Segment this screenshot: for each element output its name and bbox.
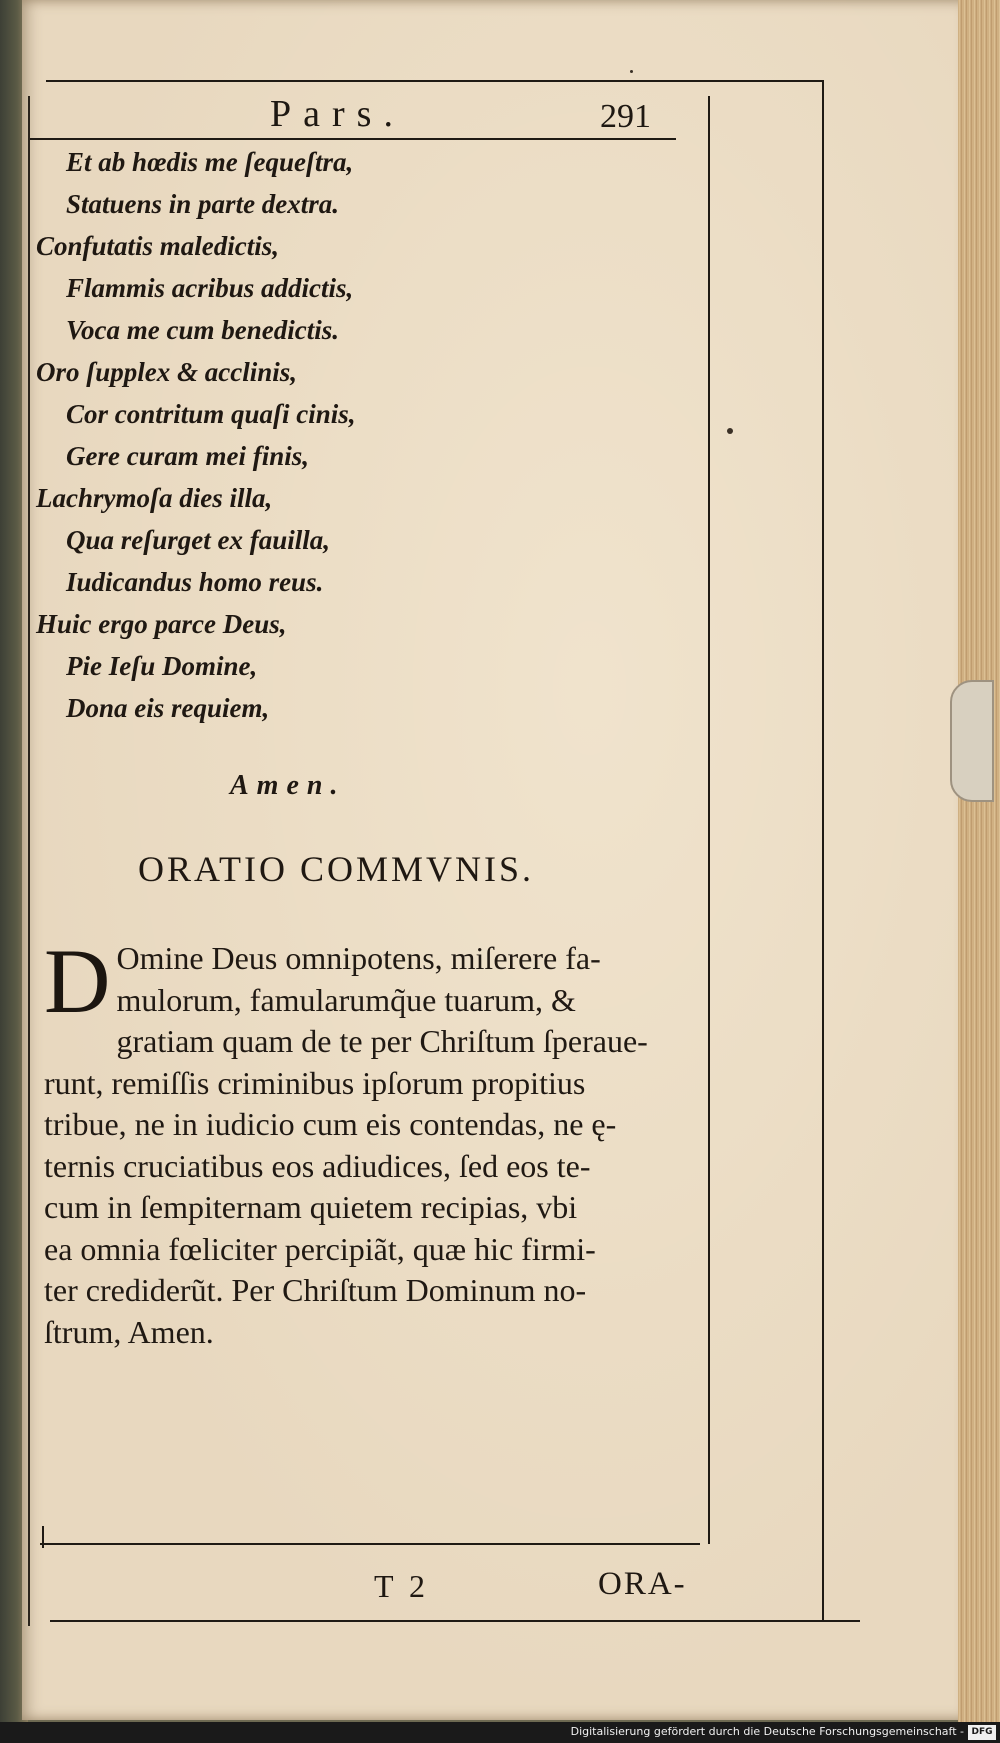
verse-line: Et ab hœdis me ſequeſtra, bbox=[66, 147, 354, 177]
verse-line: Iudicandus homo reus. bbox=[66, 567, 324, 597]
frame-border-top bbox=[46, 80, 824, 82]
prayer-line: tribue, ne in iudicio cum eis contendas, ne ę- bbox=[44, 1106, 617, 1142]
page-edges bbox=[958, 0, 1000, 1743]
signature-mark: T 2 bbox=[374, 1568, 429, 1604]
prayer-text bbox=[44, 930, 704, 1353]
prayer-line: runt, remiſſis criminibus ipſorum propitius bbox=[44, 1064, 586, 1101]
verse-line: Statuens in parte dextra. bbox=[66, 189, 340, 219]
prayer-line: ter crediderũt. Per Chriſtum Dominum no- bbox=[44, 1272, 587, 1308]
prayer-line: ternis cruciatibus eos adiudices, ſed eos te- bbox=[44, 1147, 591, 1184]
verse-line: Confutatis maledictis, bbox=[36, 231, 280, 261]
verse-line: Voca me cum benedictis. bbox=[66, 315, 339, 345]
verse-line: Cor contritum quaſi cinis, bbox=[66, 399, 356, 429]
frame-border-left bbox=[28, 96, 30, 1626]
prayer-line: gratiam quam de te per Chriſtum ſperaue- bbox=[116, 1023, 648, 1059]
verse-line: Oro ſupplex & acclinis, bbox=[36, 357, 297, 387]
prayer-line: ſtrum, Amen. bbox=[44, 1313, 214, 1350]
header-rule bbox=[30, 138, 676, 140]
prayer-line: Omine Deus omnipotens, miſerere fa- bbox=[116, 940, 601, 976]
catchword: ORA- bbox=[598, 1566, 687, 1602]
section-title: ORATIO COMMVNIS. bbox=[138, 849, 535, 889]
verse-line: Qua reſurget ex fauilla, bbox=[66, 525, 331, 555]
verse-line: Pie Ieſu Domine, bbox=[66, 651, 258, 681]
paper-speck bbox=[630, 70, 633, 73]
frame-border-inner-right bbox=[708, 96, 710, 1544]
running-head: Pars. bbox=[270, 93, 405, 135]
frame-border-right bbox=[822, 80, 824, 1620]
page-clip bbox=[950, 680, 994, 802]
verse-line: Flammis acribus addictis, bbox=[66, 273, 354, 303]
prayer-line: cum in ſempiternam quietem recipias, vbi bbox=[44, 1189, 578, 1225]
verse-line: Lachrymoſa dies illa, bbox=[36, 483, 273, 513]
prayer-line: mulorum, famularumq̃ue tuarum, & bbox=[116, 981, 576, 1018]
digitization-credit-bar bbox=[0, 1722, 1000, 1743]
page-number: 291 bbox=[600, 98, 651, 135]
frame-border-bottom bbox=[50, 1620, 860, 1622]
amen: Amen. bbox=[230, 770, 346, 801]
verse-line: Dona eis requiem, bbox=[66, 693, 270, 723]
credit-text: Digitalisierung gefördert durch die Deutsche Forschungsgemeinschaft - bbox=[570, 1725, 964, 1738]
footer-rule bbox=[40, 1543, 700, 1545]
verse-line: Huic ergo parce Deus, bbox=[36, 609, 287, 639]
paper-speck bbox=[727, 428, 733, 434]
drop-cap: D bbox=[44, 930, 111, 1032]
frame-corner bbox=[42, 1526, 44, 1548]
verse-line: Gere curam mei finis, bbox=[66, 441, 309, 471]
prayer-line: ea omnia fœliciter percipiãt, quæ hic firmi- bbox=[44, 1230, 596, 1267]
dfg-logo: DFG bbox=[968, 1725, 996, 1740]
